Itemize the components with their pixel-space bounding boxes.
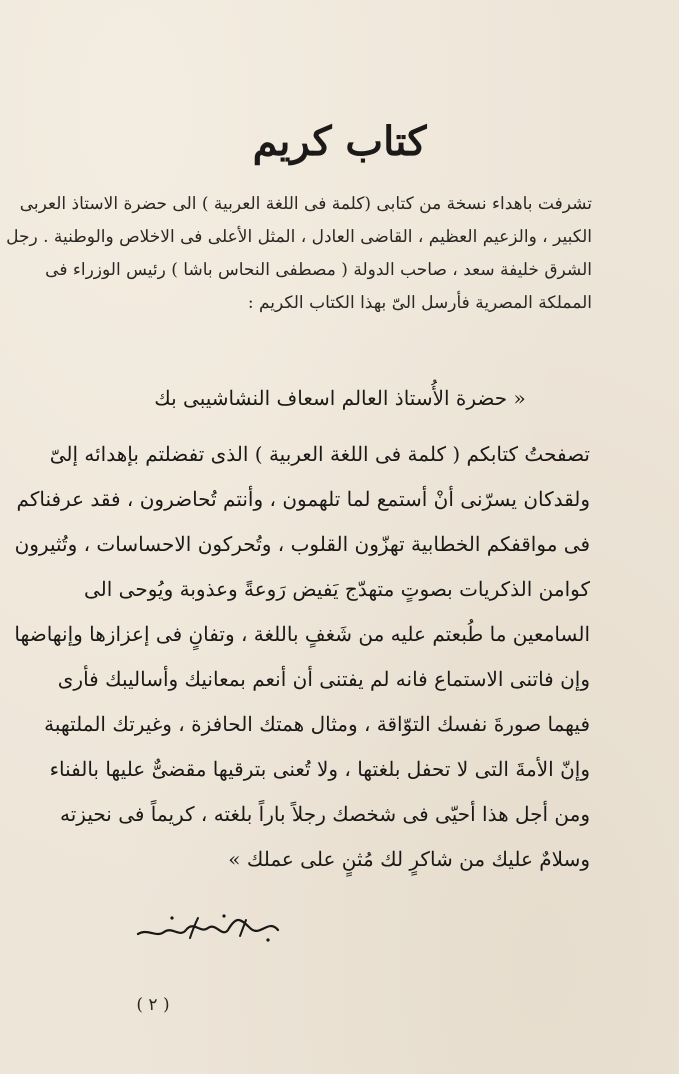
handwritten-signature: [128, 908, 288, 948]
letter-line: تصفحتُ كتابكم ( كلمة فى اللغة العربية ) الذى تفضلتم بإهدائه إلىّ: [49, 442, 590, 466]
letter-line: كوامن الذكريات بصوتٍ متهدّج يَفيض رَوعةً وعذوبة ويُوحى الى: [84, 577, 590, 601]
page-number: ( ٢ ): [136, 995, 170, 1015]
letter-body: [14, 432, 590, 882]
letter-addressee: « حضرة الأُستاذ العالم اسعاف النشاشيبى بك: [154, 386, 526, 410]
intro-line: تشرفت باهداء نسخة من كتابى (كلمة فى اللغة العربية ) الى حضرة الاستاذ العربى: [19, 194, 592, 214]
intro-line: الكبير ، والزعيم العظيم ، القاضى العادل ، المثل الأعلى فى الاخلاص والوطنية . رجل: [6, 227, 592, 247]
intro-line: الشرق خليفة سعد ، صاحب الدولة ( مصطفى النحاس باشا ) رئيس الوزراء فى: [45, 260, 592, 280]
letter-line: فيهما صورةَ نفسك التوّاقة ، ومثال همتك الحافزة ، وغيرتك الملتهبة: [44, 712, 590, 736]
letter-line: ومن أجل هذا أحيّى فى شخصك رجلاً باراً بلغته ، كريماً فى نحيزته: [60, 802, 590, 826]
letter-line: وإن فاتنى الاستماع فانه لم يفتنى أن أنعم بمعانيك وأساليبك فأرى: [57, 667, 590, 691]
letter-line: فى مواقفكم الخطابية تهزّون القلوب ، وتُحركون الاحساسات ، وتُثيرون: [14, 532, 590, 556]
intro-paragraph: [6, 188, 592, 320]
page-title: كتاب كريم: [252, 118, 427, 165]
letter-line: ولقدكان يسرّنى أنْ أستمع لما تلهمون ، وأنتم تُحاضرون ، فقد عرفناكم: [16, 487, 590, 511]
letter-line: وإنّ الأمةَ التى لا تحفل بلغتها ، ولا تُعنى بترقيها مقضىٌّ عليها بالفناء: [49, 757, 590, 781]
letter-line: وسلامٌ عليك من شاكرٍ لك مُثنٍ على عملك »: [228, 847, 590, 871]
intro-line: المملكة المصرية فأرسل الىّ بهذا الكتاب الكريم :: [247, 293, 592, 313]
letter-line: السامعين ما طُبعتم عليه من شَغفٍ باللغة ، وتفانٍ فى إعزازها وإنهاضها: [14, 622, 590, 646]
signature-scribble: [128, 908, 288, 948]
